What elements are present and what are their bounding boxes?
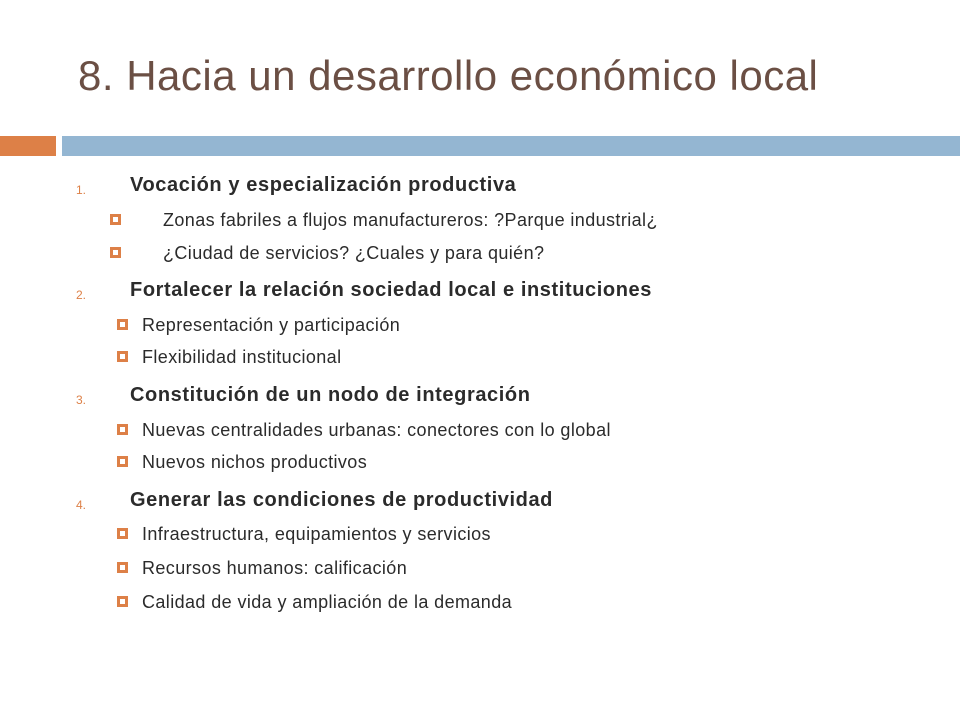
sub-item-label: Zonas fabriles a flujos manufactureros: ?Parque industrial¿	[163, 210, 658, 230]
square-bullet-icon	[117, 528, 128, 539]
list-item-number: 4.	[76, 498, 87, 512]
square-bullet-icon	[117, 319, 128, 330]
list-item-number: 1.	[76, 183, 87, 197]
square-bullet-icon	[110, 247, 121, 258]
sub-item-label: Flexibilidad institucional	[142, 347, 342, 367]
square-bullet-icon	[117, 562, 128, 573]
sub-item-label: Calidad de vida y ampliación de la demanda	[142, 592, 513, 612]
list-item-heading: Fortalecer la relación sociedad local e instituciones	[130, 279, 652, 301]
list-item-heading: Generar las condiciones de productividad	[130, 489, 553, 511]
square-bullet-icon	[117, 596, 128, 607]
list-item-number: 2.	[76, 288, 87, 302]
title-accent-bar-orange	[0, 136, 56, 156]
list-item-heading: Constitución de un nodo de integración	[130, 384, 531, 406]
square-bullet-icon	[110, 214, 121, 225]
sub-item-label: Nuevos nichos productivos	[142, 452, 368, 472]
sub-item-label: ¿Ciudad de servicios? ¿Cuales y para quién?	[163, 243, 545, 263]
sub-item-label: Representación y participación	[142, 315, 401, 335]
square-bullet-icon	[117, 456, 128, 467]
sub-item-label: Nuevas centralidades urbanas: conectores con lo global	[142, 420, 611, 440]
square-bullet-icon	[117, 424, 128, 435]
list-item-number: 3.	[76, 393, 87, 407]
slide-title: 8. Hacia un desarrollo económico local	[78, 52, 819, 99]
list-item-heading: Vocación y especialización productiva	[130, 174, 517, 196]
square-bullet-icon	[117, 351, 128, 362]
sub-item-label: Infraestructura, equipamientos y servicios	[142, 524, 491, 544]
title-accent-bar-blue	[62, 136, 960, 156]
sub-item-label: Recursos humanos: calificación	[142, 558, 408, 578]
